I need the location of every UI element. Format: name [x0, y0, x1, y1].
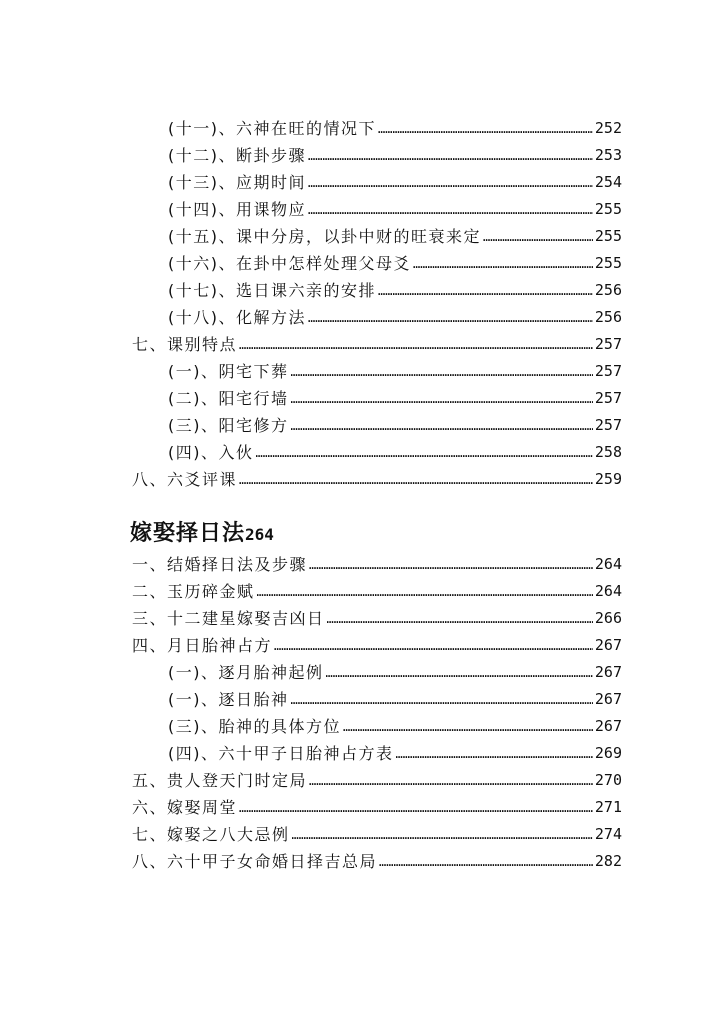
toc-entry-label: (三)、胎神的具体方位 [168, 717, 341, 736]
toc-entry-page: 258 [594, 442, 622, 461]
toc-entry[interactable] [168, 222, 622, 249]
toc-entry-page: 255 [594, 226, 622, 245]
toc-entry[interactable] [168, 685, 622, 712]
toc-entry-page: 270 [594, 770, 622, 789]
toc-entry-page: 266 [594, 608, 622, 627]
toc-entry-page: 257 [594, 361, 622, 380]
toc-leader-dots [308, 203, 593, 217]
toc-entry[interactable] [168, 658, 622, 685]
toc-leader-dots [379, 855, 593, 869]
toc-entry-label: (三)、阳宅修方 [168, 416, 289, 435]
toc-entry[interactable] [168, 712, 622, 739]
toc-entry[interactable] [132, 550, 622, 577]
toc-leader-dots [309, 774, 593, 788]
toc-entry[interactable] [168, 168, 622, 195]
toc-entry-label: 七、嫁娶之八大忌例 [132, 825, 290, 844]
toc-leader-dots [292, 828, 593, 842]
toc-leader-dots [291, 392, 593, 406]
toc-leader-dots [256, 446, 593, 460]
toc-leader-dots [308, 311, 593, 325]
toc-leader-dots [291, 365, 593, 379]
toc-entry[interactable] [168, 249, 622, 276]
toc-entry-page: 257 [594, 334, 622, 353]
toc-entry-label: 四、月日胎神占方 [132, 636, 273, 655]
toc-entry-page: 255 [594, 253, 622, 272]
toc-leader-dots [291, 419, 593, 433]
toc-leader-dots [343, 720, 593, 734]
toc-leader-dots [257, 585, 593, 599]
toc-entry-label: (二)、阳宅行墙 [168, 389, 289, 408]
toc-entry-label: 二、玉历碎金赋 [132, 582, 255, 601]
toc-leader-dots [396, 747, 593, 761]
toc-entry-label: 八、六十甲子女命婚日择吉总局 [132, 852, 378, 871]
toc-entry-label: 六、嫁娶周堂 [132, 798, 238, 817]
toc-entry-page: 274 [594, 824, 622, 843]
toc-entry[interactable] [168, 141, 622, 168]
toc-entry[interactable] [132, 847, 622, 874]
toc-entry-page: 271 [594, 797, 622, 816]
toc-leader-dots [239, 338, 593, 352]
toc-entry-page: 259 [594, 469, 622, 488]
toc-entry[interactable] [132, 631, 622, 658]
toc-entry-page: 264 [594, 554, 622, 573]
toc-entry-page: 269 [594, 743, 622, 762]
toc-entry[interactable] [168, 411, 622, 438]
toc-entry-label: 一、结婚择日法及步骤 [132, 555, 308, 574]
toc-entry-label: (四)、六十甲子日胎神占方表 [168, 744, 394, 763]
toc-entry-page: 267 [594, 716, 622, 735]
toc-entry-label: (十二)、断卦步骤 [168, 146, 306, 165]
toc-entry[interactable] [168, 303, 622, 330]
toc-entry-page: 256 [594, 280, 622, 299]
toc-entry[interactable] [132, 577, 622, 604]
toc-entry[interactable] [168, 276, 622, 303]
toc-entry-page: 267 [594, 662, 622, 681]
toc-entry[interactable] [168, 739, 622, 766]
toc-leader-dots [308, 176, 593, 190]
toc-leader-dots [378, 122, 593, 136]
toc-entry-label: 七、课别特点 [132, 335, 238, 354]
toc-entry-page: 254 [594, 172, 622, 191]
toc-leader-dots [239, 473, 593, 487]
toc-entry-label: (十七)、选日课六亲的安排 [168, 281, 376, 300]
toc-entry-label: (一)、逐日胎神 [168, 690, 289, 709]
toc-entry-label: (十四)、用课物应 [168, 200, 306, 219]
toc-leader-dots [239, 801, 593, 815]
toc-entry-label: (四)、入伙 [168, 443, 254, 462]
section-heading-page: 264 [245, 525, 274, 544]
toc-entry[interactable] [132, 465, 622, 492]
toc-entry-label: 八、六爻评课 [132, 470, 238, 489]
toc-leader-dots [378, 284, 593, 298]
toc-leader-dots [308, 149, 593, 163]
toc-entry[interactable] [132, 330, 622, 357]
toc-entry[interactable] [168, 357, 622, 384]
toc-entry[interactable] [132, 604, 622, 631]
toc-entry-page: 256 [594, 307, 622, 326]
toc-entry-label: 五、贵人登天门时定局 [132, 771, 308, 790]
section-heading-title: 嫁娶择日法 [130, 521, 246, 546]
section-heading[interactable] [130, 516, 274, 548]
toc-entry[interactable] [168, 384, 622, 411]
toc-entry-label: (十一)、六神在旺的情况下 [168, 119, 376, 138]
toc-entry-page: 267 [594, 689, 622, 708]
toc-entry[interactable] [168, 195, 622, 222]
toc-entry-page: 264 [594, 581, 622, 600]
toc-entry-label: (十八)、化解方法 [168, 308, 306, 327]
toc-leader-dots [291, 693, 593, 707]
toc-leader-dots [327, 612, 593, 626]
toc-entry-page: 255 [594, 199, 622, 218]
toc-leader-dots [413, 257, 593, 271]
toc-entry[interactable] [132, 766, 622, 793]
toc-entry-label: (十六)、在卦中怎样处理父母爻 [168, 254, 411, 273]
toc-entry[interactable] [132, 820, 622, 847]
toc-entry-label: (一)、阴宅下葬 [168, 362, 289, 381]
toc-entry-label: (一)、逐月胎神起例 [168, 663, 324, 682]
toc-entry-label: (十五)、课中分房，以卦中财的旺衰来定 [168, 227, 481, 246]
toc-entry-page: 252 [594, 118, 622, 137]
toc-entry-page: 282 [594, 851, 622, 870]
toc-leader-dots [309, 558, 593, 572]
toc-leader-dots [483, 230, 593, 244]
toc-entry-label: (十三)、应期时间 [168, 173, 306, 192]
toc-entry[interactable] [168, 438, 622, 465]
toc-entry-label: 三、十二建星嫁娶吉凶日 [132, 609, 325, 628]
toc-entry-page: 253 [594, 145, 622, 164]
toc-leader-dots [274, 639, 593, 653]
toc-entry[interactable] [168, 114, 622, 141]
toc-entry[interactable] [132, 793, 622, 820]
toc-entry-page: 257 [594, 388, 622, 407]
toc-entry-page: 257 [594, 415, 622, 434]
toc-leader-dots [326, 666, 593, 680]
toc-entry-page: 267 [594, 635, 622, 654]
